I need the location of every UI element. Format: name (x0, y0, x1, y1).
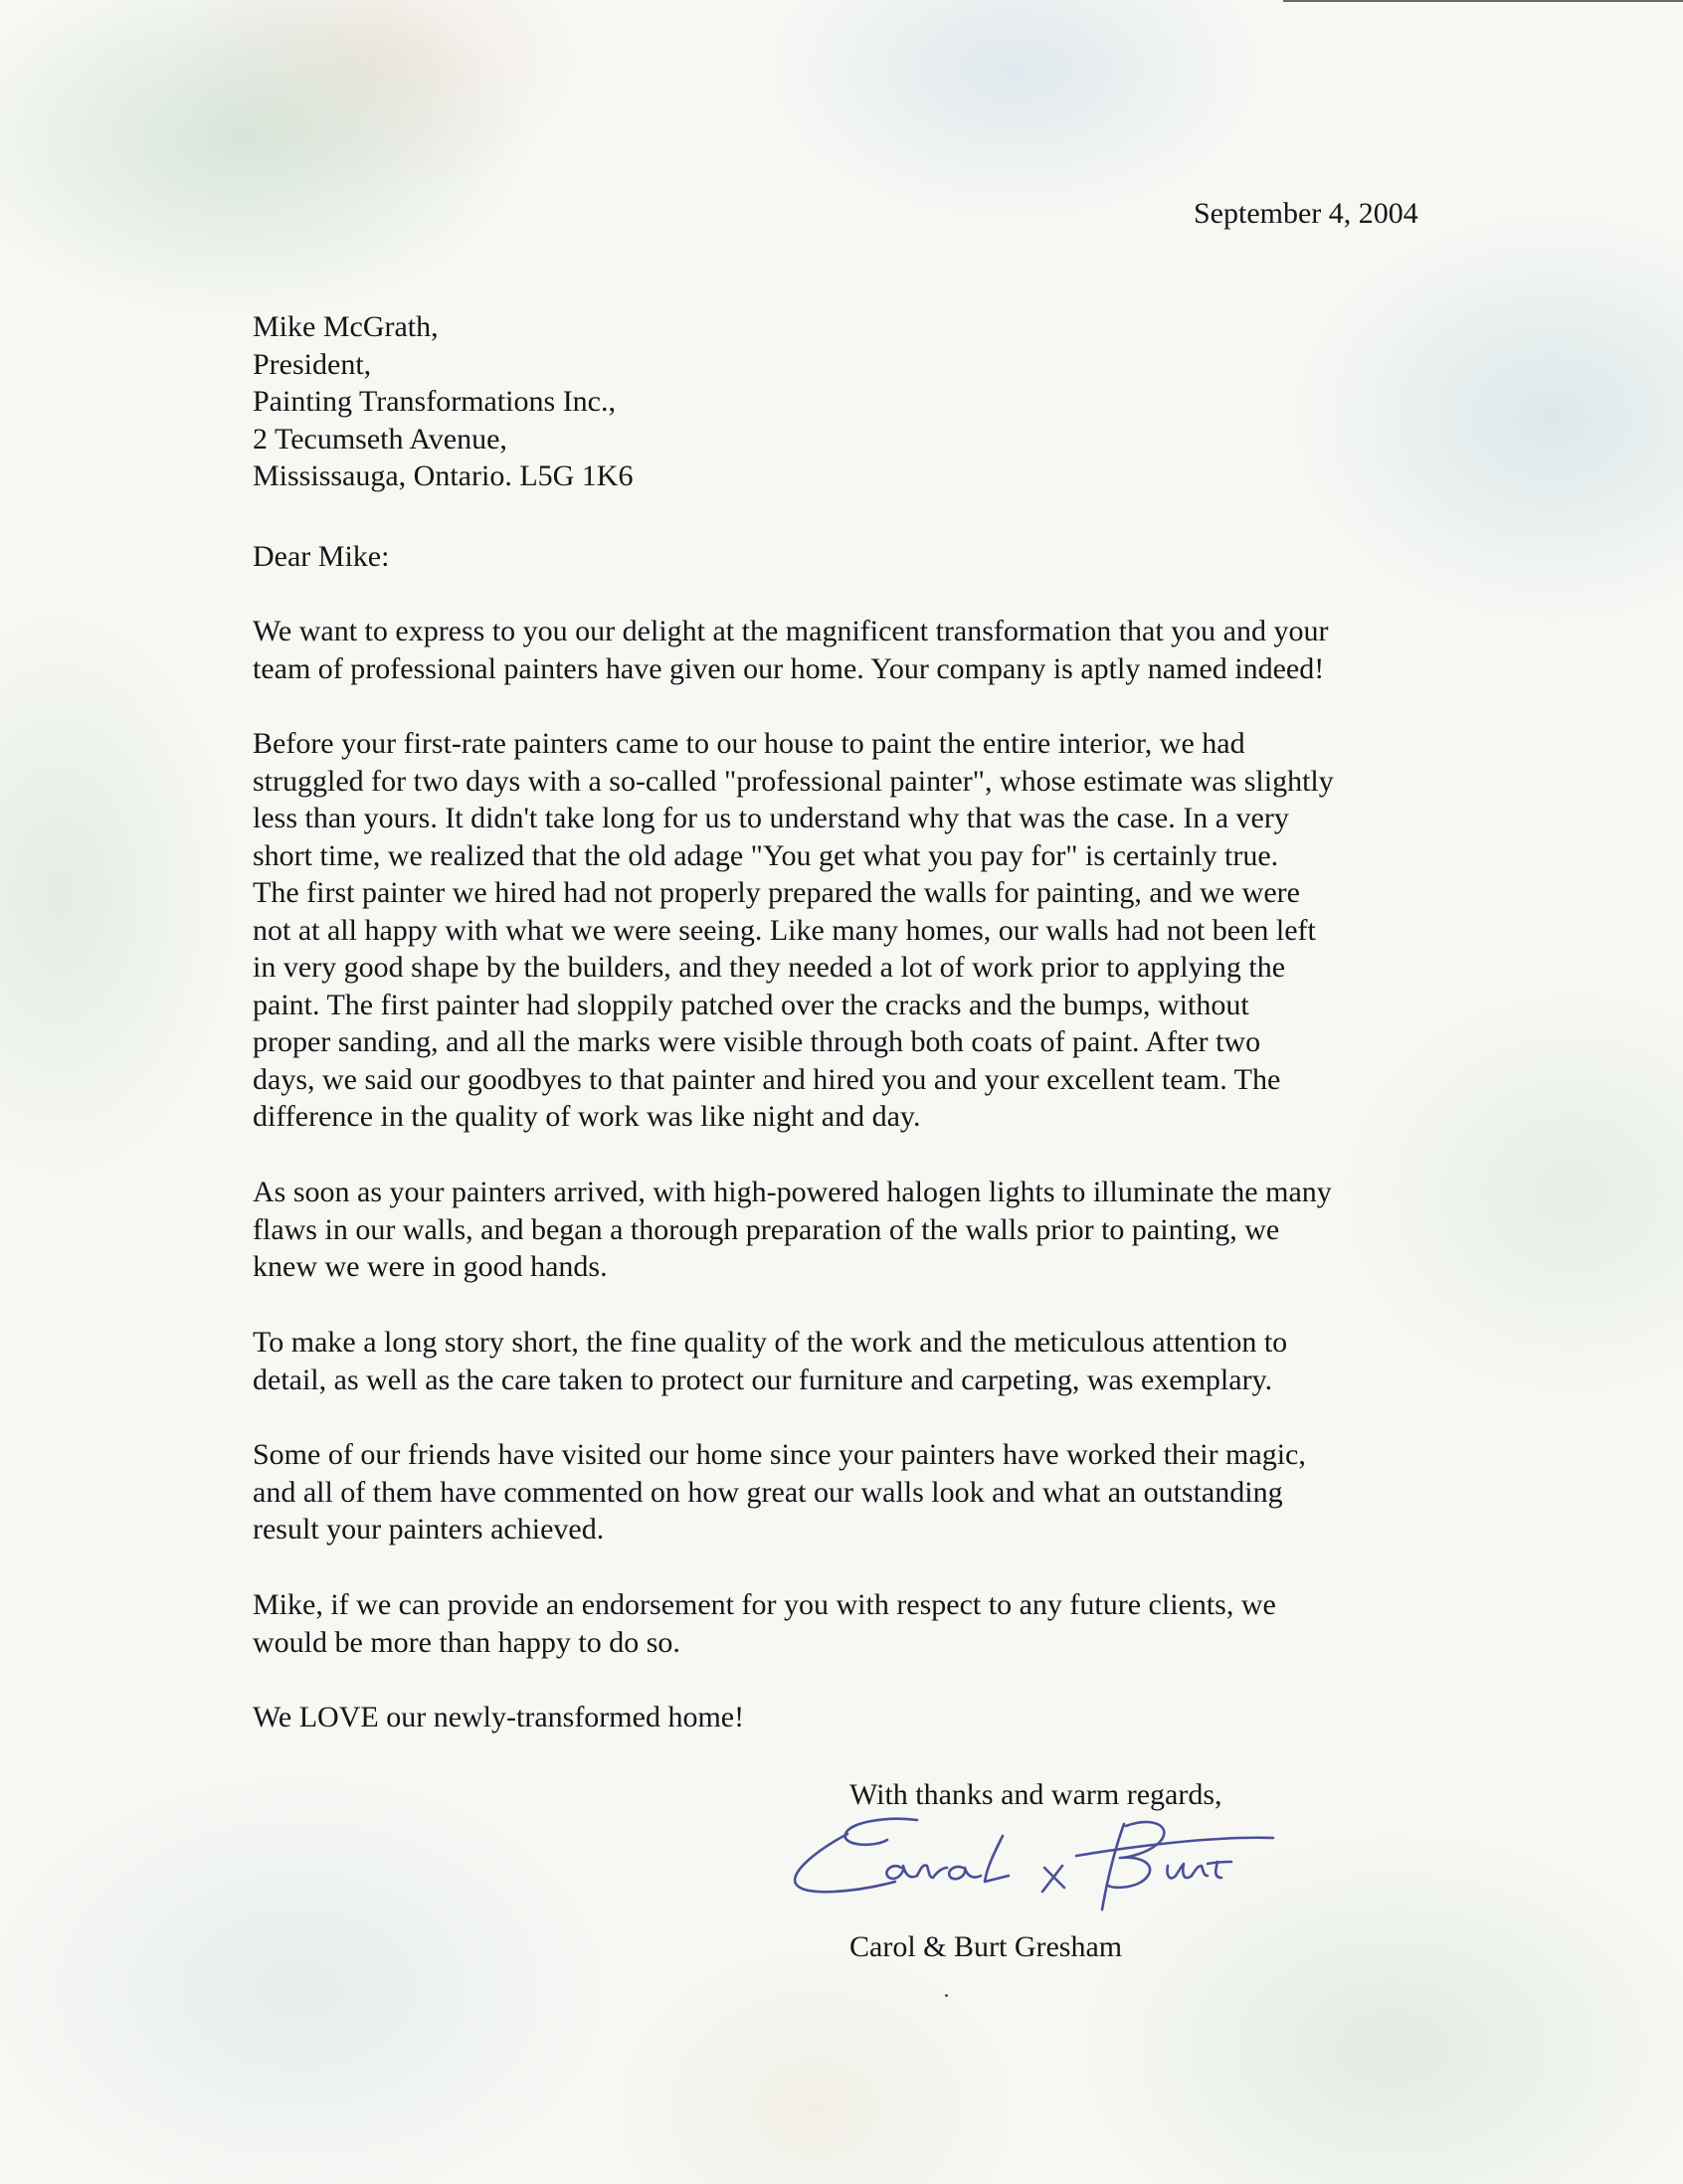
paragraph-line: To make a long story short, the fine quality of the work and the meticulous attention to (253, 1326, 1288, 1359)
recipient-title: President, (253, 347, 372, 381)
paragraph-line: flaws in our walls, and began a thorough preparation of the walls prior to painting, we (253, 1212, 1280, 1246)
paragraph-line: Some of our friends have visited our home since your painters have worked their magic, (253, 1438, 1306, 1471)
paragraph-line: Mike, if we can provide an endorsement for you with respect to any future clients, we (253, 1588, 1276, 1621)
paragraph-line: We want to express to you our delight at the magnificent transformation that you and your (253, 615, 1329, 647)
paragraph-line: in very good shape by the builders, and they needed a lot of work prior to applying the (253, 951, 1286, 984)
paragraph-line: knew we were in good hands. (253, 1250, 608, 1283)
paragraph-7 (253, 1699, 744, 1736)
paragraph-line: paint. The first painter had sloppily patched over the cracks and the bumps, without (253, 988, 1249, 1021)
paragraph-line: less than yours. It didn't take long for us to understand why that was the case. In a very (253, 802, 1289, 834)
paragraph-line: struggled for two days with a so-called "professional painter", whose estimate was slightly (253, 764, 1334, 798)
paragraph-line: We LOVE our newly-transformed home! (253, 1701, 745, 1733)
paragraph-line: short time, we realized that the old adage "You get what you pay for" is certainly true. (253, 838, 1279, 872)
letter-date: September 4, 2004 (1194, 197, 1418, 230)
paragraph-line: difference in the quality of work was like night and day. (253, 1100, 921, 1133)
paragraph-line: days, we said our goodbyes to that painter and hired you and your excellent team. The (253, 1062, 1281, 1096)
paragraph-line: team of professional painters have given our home. Your company is aptly named indeed! (253, 651, 1325, 685)
paragraph-line: and all of them have commented on how great our walls look and what an outstanding (253, 1475, 1283, 1509)
paragraph-line: The first painter we hired had not properly prepared the walls for painting, and we were (253, 876, 1300, 909)
paragraph-6 (253, 1586, 1276, 1661)
paragraph-2 (253, 725, 1334, 1136)
paragraph-line: Before your first-rate painters came to our house to paint the entire interior, we had (253, 727, 1245, 760)
paragraph-line: proper sanding, and all the marks were visible through both coats of paint. After two (253, 1025, 1261, 1058)
scan-speck (945, 1994, 948, 1997)
handwritten-signature (778, 1806, 1275, 1925)
recipient-street: 2 Tecumseth Avenue, (253, 422, 507, 455)
greeting: Dear Mike: (253, 540, 390, 573)
paragraph-4 (253, 1324, 1287, 1398)
paragraph-line: As soon as your painters arrived, with high-powered halogen lights to illuminate the many (253, 1176, 1332, 1208)
paragraph-line: result your painters achieved. (253, 1513, 605, 1546)
closing: With thanks and warm regards, (849, 1778, 1222, 1811)
recipient-company: Painting Transformations Inc., (253, 385, 616, 418)
recipient-address (253, 308, 633, 495)
paragraph-3 (253, 1174, 1332, 1286)
recipient-city: Mississauga, Ontario. L5G 1K6 (253, 459, 634, 492)
paragraph-line: not at all happy with what we were seeing. Like many homes, our walls had not been left (253, 913, 1316, 947)
paragraph-line: would be more than happy to do so. (253, 1625, 680, 1659)
paragraph-5 (253, 1436, 1306, 1548)
paragraph-line: detail, as well as the care taken to protect our furniture and carpeting, was exemplary. (253, 1363, 1273, 1396)
paragraph-1 (253, 613, 1328, 687)
recipient-name: Mike McGrath, (253, 310, 439, 343)
signer-name: Carol & Burt Gresham (849, 1930, 1123, 1963)
